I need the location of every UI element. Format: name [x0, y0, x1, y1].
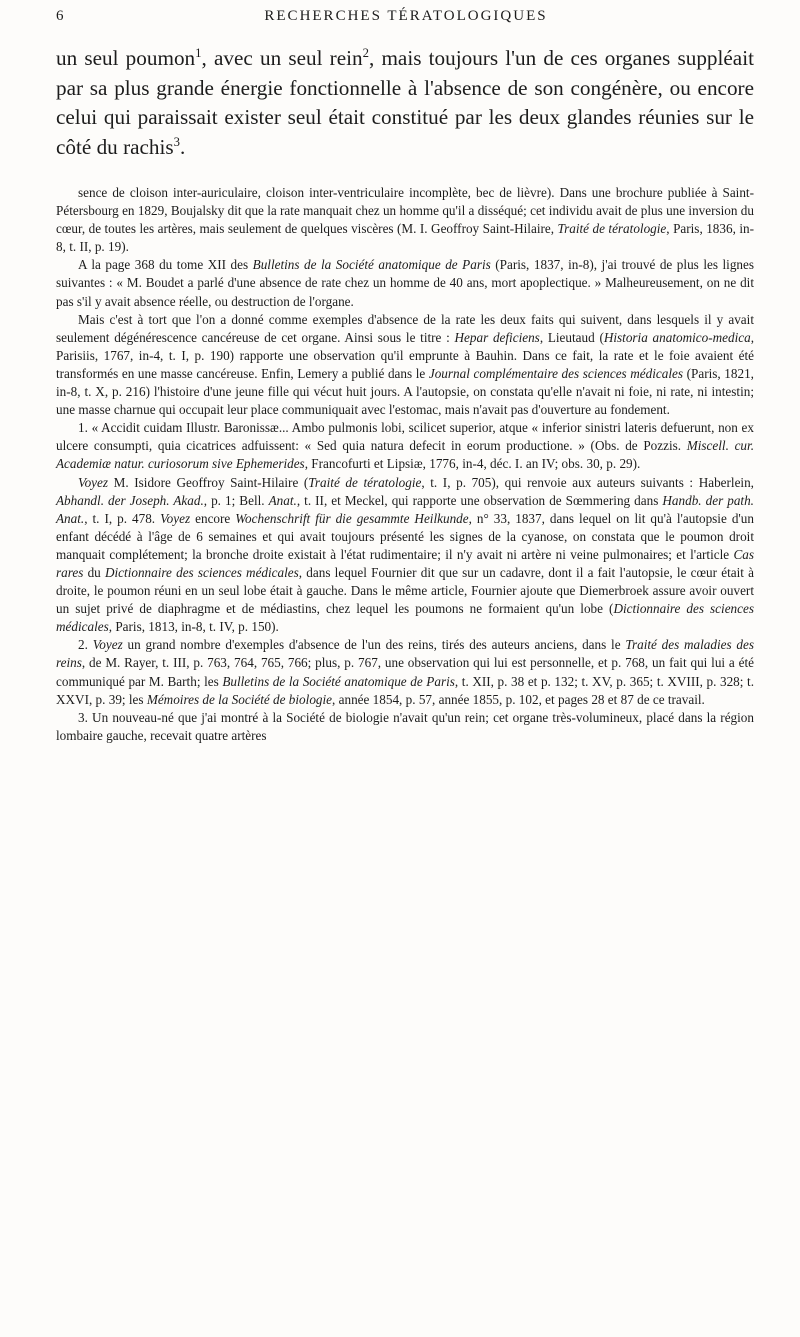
note-text: 2.	[78, 637, 93, 653]
cited-title: Mémoires de la Société de biologie	[146, 691, 333, 707]
cited-title: Dictionnaire des sciences médicales	[56, 601, 754, 635]
note-text: , p. 1; Bell.	[203, 492, 269, 508]
note-text: , t. I, p. 705), qui renvoie aux auteurs suivants : Haberlein,	[421, 474, 754, 490]
note-text: encore	[190, 510, 236, 526]
cited-title: Handb. der path. Anat.	[56, 492, 754, 526]
cited-title: Bulletins de la Société anatomique de Paris	[222, 673, 455, 689]
note-text: Voyez	[78, 474, 109, 490]
note-text: , t. I, p. 478.	[84, 510, 161, 526]
cited-title: Traité des maladies des reins	[56, 637, 755, 671]
note-text: Voyez	[92, 637, 123, 653]
cited-title: Bulletins de la Société anatomique de Paris	[252, 257, 491, 273]
note-text: , Paris, 1813, in-8, t. IV, p. 150).	[108, 619, 279, 635]
footnote-paragraph	[56, 311, 754, 420]
note-text: (Paris, 1821, in-8, t. X, p. 216) l'histoire d'une jeune fille qui vécut huit jours. A l'autopsie, on constata qu'elle n'avait ni foie, ni rate, ni intestin; une masse charnue qui occupait leur place communiquait avec l'estomac, mais n'avait pas d'ouverture au fondement.	[56, 365, 754, 418]
cited-title: Anat.	[268, 492, 297, 508]
note-text: , année 1854, p. 57, année 1855, p. 102, et pages 28 et 87 de ce travail.	[332, 691, 705, 707]
footnote-3	[56, 709, 754, 745]
page-number: 6	[56, 8, 66, 24]
note-text: un grand nombre d'exemples d'absence de l'un des reins, tirés des auteurs anciens, dans le	[122, 637, 626, 653]
note-text: , Francofurti et Lipsiæ, 1776, in-4, déc. I. an IV; obs. 30, p. 29).	[304, 456, 641, 472]
note-text: M. Isidore Geoffroy Saint-Hilaire (	[108, 474, 309, 490]
cited-title: Traité de tératologie	[557, 221, 667, 237]
main-paragraph	[56, 44, 754, 162]
cited-title: Historia anatomico-medica	[603, 329, 751, 345]
note-text: Voyez	[160, 510, 191, 526]
note-text: , dans lequel Fournier dit que sur un cadavre, dont il a fait l'autopsie, le cœur était à droite, le poumon réuni en un seul lobe était à gauche. Dans le même article, Fournier ajoute que Diemerbroek assure avoir ouvert un sujet privé de diaphragme et de médiastins, chez lequel les poumons ne formaient qu'un lobe (	[56, 564, 755, 617]
cited-title: Traité de tératologie	[308, 474, 422, 490]
running-title: RECHERCHES TÉRATOLOGIQUES	[264, 8, 548, 24]
main-text: , avec un seul rein	[201, 46, 363, 70]
note-text: (Paris, 1837, in-8), j'ai trouvé de plus les lignes suivantes : « M. Boudet a parlé d'une absence de rate chez un homme de 40 ans, mort apoplectique. » Malheureusement, on ne dit pas s'il y avait absence réelle, ou destruction de l'organe.	[56, 257, 754, 309]
footnote-1-continued	[56, 474, 754, 637]
note-text: du	[83, 564, 105, 580]
note-text: 1. « Accidit cuidam Illustr. Baronissæ... Ambo pulmonis lobi, scilicet superior, atque « inferior sinistri lateris defuerunt, non ex ulcere consumpti, quia cicatrices adfuissent: « Sed quia natura defecit in eorum productione. » (Obs. de Pozzis.	[56, 420, 754, 454]
cited-title: Dictionnaire des sciences médicales	[104, 564, 299, 580]
note-text: Mais c'est à tort que l'on a donné comme exemples d'absence de la rate les deux faits qui suivent, dans lesquels il y avait seulement dégénérescence cancéreuse de cet organe. Ainsi sous le titre :	[56, 311, 754, 345]
note-text: , Parisiis, 1767, in-4, t. I, p. 190) rapporte une observation qu'il emprunte à Bauhin. Dans ce fait, la rate et le foie avaient été transformés en une masse cancéreuse. Enfin, Lemery a publié dans le	[56, 329, 754, 381]
cited-title: Hepar deficiens	[454, 329, 540, 345]
note-text: sence de cloison inter-auriculaire, cloison inter-ventriculaire incomplète, bec de lièvre). Dans une brochure publiée à Saint-Pétersbourg en 1829, Boujalsky dit que la rate manquait chez un homme qu'il a disséqué; cet individu avait de plus une inversion du cœur, de toutes les artères, mais seulement de quelques viscères (M. I. Geoffroy Saint-Hilaire,	[56, 185, 754, 237]
note-text: , t. II, et Meckel, qui rapporte une observation de Sœmmering dans	[296, 492, 663, 508]
note-text: , Lieutaud (	[539, 329, 604, 345]
note-text: , de M. Rayer, t. III, p. 763, 764, 765, 766; plus, p. 767, une observation qui lui est personnelle, et p. 768, un fait qui lui a été communiqué par M. Barth; les	[56, 655, 754, 689]
main-text: un seul poumon	[56, 46, 196, 70]
note-text: , n° 33, 1837, dans lequel on lit qu'à l'autopsie d'un enfant décédé à l'âge de 6 semaines et qui avait toujours présenté les signes de la cyanose, on constata que le poumon droit manquait complétement; la bronche droite existait à l'état rudimentaire; il n'y avait ni artère ni veine pulmonaires; et l'article	[56, 510, 754, 562]
running-header	[56, 8, 756, 30]
footnote-ref-2[interactable]: 2	[362, 45, 369, 60]
cited-title: Abhandl. der Joseph. Akad.	[56, 492, 204, 508]
note-text: , t. XII, p. 38 et p. 132; t. XV, p. 365; t. XVIII, p. 328; t. XXVI, p. 39; les	[56, 673, 754, 707]
cited-title: Cas rares	[56, 546, 754, 580]
footnotes	[56, 184, 754, 745]
cited-title: Wochenschrift für die gesammte Heilkunde	[235, 510, 469, 526]
footnote-ref-1[interactable]: 1	[195, 45, 202, 60]
footnote-ref-3[interactable]: 3	[173, 134, 181, 149]
footnote-1	[56, 419, 754, 473]
footnote-continuation	[56, 184, 754, 256]
main-text: .	[180, 134, 186, 159]
note-text: , Paris, 1836, in-8, t. II, p. 19).	[56, 221, 754, 255]
cited-title: Journal complémentaire des sciences médicales	[428, 365, 684, 381]
main-text: , mais toujours l'un de ces organes suppléait par sa plus grande énergie fonctionnelle à l'absence de son congénère, ou encore celui qui paraissait exister seul était constitué par les deux glandes réunies sur le côté du rachis	[56, 46, 754, 159]
note-text: A la page 368 du tome XII des	[78, 257, 253, 273]
footnote-2	[56, 636, 754, 708]
cited-title: Miscell. cur. Academiæ natur. curiosorum sive Ephemerides	[56, 438, 754, 472]
note-text: 3. Un nouveau-né que j'ai montré à la Société de biologie n'avait qu'un rein; cet organe très-volumineux, placé dans la région lombaire gauche, recevait quatre artères	[56, 709, 754, 743]
footnote-paragraph	[56, 256, 754, 310]
